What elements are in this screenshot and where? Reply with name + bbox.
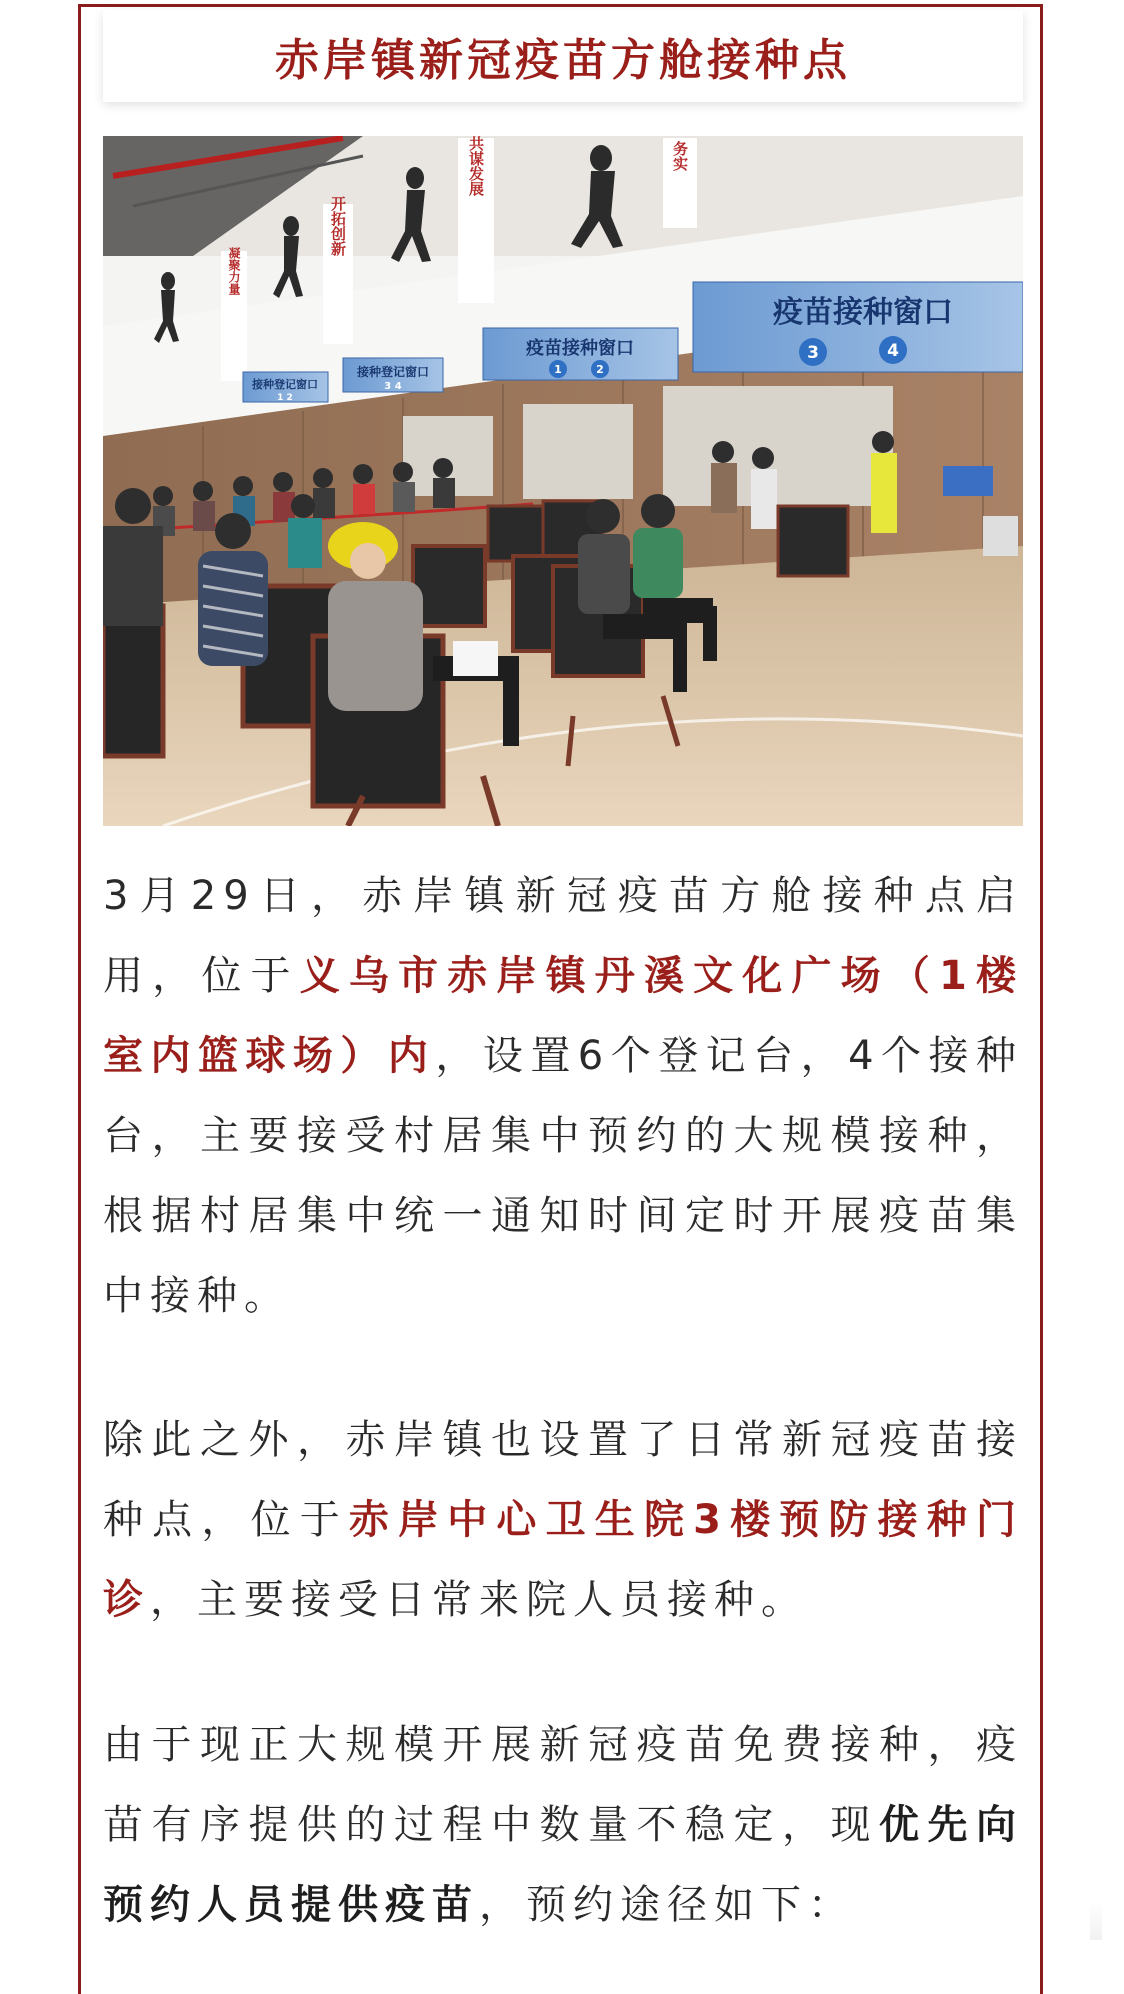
sign-vaccine-right-num: 4	[887, 341, 899, 361]
paragraph-text: 除此之外，赤岸镇也设置了日常新冠疫苗接种点，位于	[103, 1417, 1023, 1543]
paragraph-text: ，预约途径如下：	[479, 1882, 855, 1928]
banner-text: 开拓创新	[329, 196, 347, 256]
sign-register-right: 接种登记窗口	[356, 365, 430, 379]
banner-text: 务实	[671, 141, 689, 171]
sign-vaccine-left-num: 1	[554, 363, 562, 376]
scroll-edge-shadow	[1090, 1900, 1102, 1940]
paragraph-text: 由于现正大规模开展新冠疫苗免费接种，疫苗有序提供的过程中数量不稳定，现	[103, 1722, 1023, 1848]
paragraph-text: ，设置6个登记台，4个接种台，主要接受村居集中预约的大规模接种，根据村居集中统一通知时间定时开展疫苗集中接种。	[103, 1033, 1024, 1319]
sign-vaccine-right: 疫苗接种窗口	[773, 295, 953, 330]
sign-register-left-nums: 1 2	[277, 393, 293, 403]
paragraph-priority	[103, 1705, 1023, 1945]
sign-register-right-nums: 3 4	[384, 381, 402, 392]
article-title: 赤岸镇新冠疫苗方舱接种点	[275, 35, 851, 86]
highlight-location: 赤岸中心卫生院3楼预防接种门诊	[103, 1497, 1024, 1623]
highlight-priority: 优先向预约人员提供疫苗	[103, 1802, 1023, 1928]
sign-vaccine-left: 疫苗接种窗口	[526, 338, 634, 359]
paragraph-intro	[103, 856, 1023, 1336]
paragraph-daily-site	[103, 1400, 1023, 1640]
sign-register-left: 接种登记窗口	[252, 378, 318, 391]
highlight-location: 义乌市赤岸镇丹溪文化广场（1楼室内篮球场）内	[103, 953, 1023, 1079]
title-card	[103, 10, 1023, 102]
sign-vaccine-right-num: 3	[807, 343, 819, 363]
banner-text: 共谋发展	[467, 136, 485, 196]
banner-text: 凝聚力量	[227, 247, 241, 295]
sign-vaccine-left-num: 2	[596, 363, 604, 376]
vaccination-site-photo	[103, 136, 1023, 826]
paragraph-text: ，主要接受日常来院人员接种。	[150, 1577, 808, 1623]
paragraph-text: 3月29日，赤岸镇新冠疫苗方舱接种点启用，位于	[103, 873, 1023, 999]
